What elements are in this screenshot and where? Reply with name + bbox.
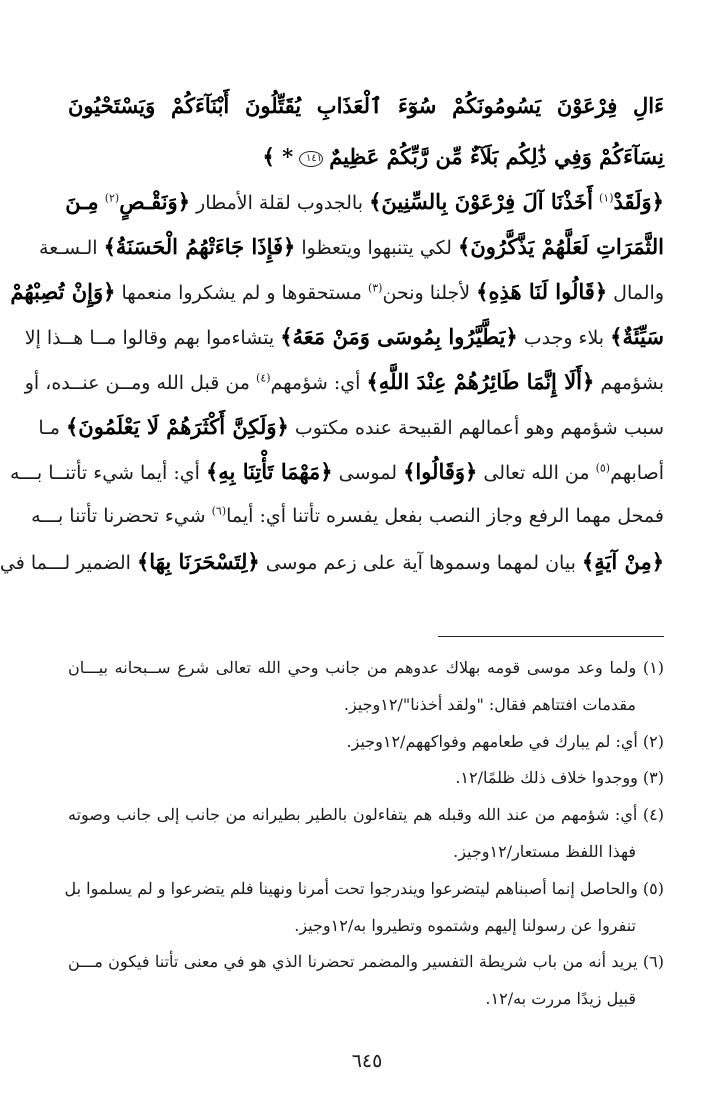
footnote-ref: (٥) [595,461,611,475]
commentary: بلاء وجدب [523,327,605,349]
footnote-ref: (٢) [104,191,120,205]
main-text [0,78,664,584]
commentary: بشؤمهم [600,372,664,394]
footnote-2: (٢) أي: لم يبارك في طعامهم وفواكههم/١٢وجيز. [346,731,664,751]
footnote-4-continued: فهذا اللفظ مستعار/١٢وجيز. [453,841,636,861]
footnotes [64,650,664,1018]
commentary: الـسـعة [39,237,98,259]
quran-verse: ﴿وَلَكِنَّ أَكْثَرَهُمْ لَا يَعْلَمُونَ﴾ [66,414,289,439]
commentary: بالجدوب لقلة الأمطار [196,192,364,214]
footnote-separator [438,636,664,637]
quran-verse: ﴿يَطَّيَّرُوا بِمُوسَى وَمَنْ مَعَهُ﴾ [280,324,518,349]
verse-end-mark: * ﴾ [262,144,294,169]
quran-verse: ﴿مِنْ آيَةٍ﴾ [581,549,664,574]
commentary: يتشاءموا بهم وقالوا مــا هــذا إلا [24,327,275,349]
quran-verse: ﴿قَالُوا لَنَا هَذِهِ﴾ [476,279,608,304]
text-line-10 [31,494,664,539]
quran-verse: نِسَآءَكُمْ وَفِي ذَٰلِكُم بَلَآءٌ مِّن رَّبِّكُمْ عَظِيمٌ [329,144,664,169]
commentary: بيان لمهما وسموها آية على زعم موسى [265,552,576,574]
commentary: من قبل الله ومــن عنــده، أو [24,372,250,394]
commentary: أي: أيما شيء تأتنــا بـــه [9,462,200,484]
text-line-1 [68,78,664,134]
quran-verse: ﴿وَلَقَدْ [613,189,664,214]
quran-verse: مِـنَ [65,189,99,214]
text-line-11 [0,539,664,584]
text-line-2 [68,134,664,179]
text-line-7 [24,359,664,404]
commentary: مستحقوها و لم يشكروا منعمها [121,282,362,304]
commentary: مـا [38,417,60,439]
quran-verse: ﴿وَإِنْ تُصِبْهُمْ [10,279,116,304]
text-line-5 [10,269,664,314]
quran-verse: ﴿وَنَقْـصٍ [119,189,190,214]
footnote-1-continued: مقدمات افتتاهم فقال: "ولقد أخذنا"/١٢وجيز. [343,694,636,714]
text-line-6 [24,314,664,359]
footnote-6-continued: قبيل زيدًا مررت به/١٢. [485,989,636,1009]
commentary: لكي يتنبهوا ويتعظوا [301,237,452,259]
text-line-9 [9,449,664,494]
quran-verse: ءَالِ فِرْعَوْنَ يَسُومُونَكُمْ سُوٓءَ ٱلْعَذَابِ يُقَتِّلُونَ أَبْنَآءَكُمْ وَيَسْتَحْيُونَ [68,93,664,118]
footnote-ref: (٦) [211,504,227,518]
page-number: ٦٤٥ [351,1050,383,1072]
commentary: أصابهم [610,462,664,484]
footnote-ref: (٣) [367,281,383,295]
footnote-4: (٤) أي: شؤمهم من عند الله وقبله هم يتفاءلون بالطير بطيرانه من جانب إلى جانب وصوته [68,805,664,825]
footnote-ref: (٤) [256,371,271,385]
footnote-6: (٦) يريد أنه من باب شريطة التفسير والمضمر تحضرنا الذي هو في معنى تأتنا فيكون مـــن [68,952,664,972]
text-line-8 [38,404,664,449]
commentary: أي: شؤمهم [270,372,361,394]
commentary: من الله تعالى [483,462,590,484]
commentary: فمحل مهما الرفع وجاز النصب بفعل يفسره تأتنا أي: أيما [226,505,664,527]
footnote-5: (٥) والحاصل إنما أصبناهم ليتضرعوا ويندرجوا تحت أمرنا ونهينا فلم يتضرعوا و لم يسلموا بل [64,878,664,898]
text-line-4 [39,224,664,269]
commentary: لموسى [338,462,398,484]
commentary: والمال [613,282,664,304]
quran-verse: أَخَذْنَا آلَ فِرْعَوْنَ بِالسِّنِينَ﴾ [369,189,593,214]
commentary: سبب شؤمهم وهو أعمالهم القبيحة عنده مكتوب [294,417,664,439]
text-line-3 [65,179,664,224]
commentary: الضمير لـــما في [0,552,131,574]
ayah-number-marker: ١٤١ [299,151,323,167]
quran-verse: ﴿فَإِذَا جَاءَتْهُمُ الْحَسَنَةُ﴾ [103,234,296,259]
footnote-5-continued: تنفروا عن رسولنا إليهم وشتموه وتطيروا به/١٢وجيز. [294,915,636,935]
footnote-3: (٣) ووجدوا خلاف ذلك ظلمًا/١٢. [455,768,664,788]
footnote-1: (١) ولما وعد موسى قومه بهلاك عدوهم من جانب وحي الله تعالى شرع ســبحانه بيـــان [68,658,664,677]
quran-verse: ﴿مَهْمَا تَأْتِنَا بِهِ﴾ [205,459,333,484]
quran-verse: سَيِّئَةٌ﴾ [610,324,664,349]
commentary: لأجلنا ونحن [382,282,471,304]
quran-verse: الثَّمَرَاتِ لَعَلَّهُمْ يَذَّكَّرُونَ﴾ [458,234,664,259]
commentary: شيء تحضرنا تأتنا بـــه [31,505,206,527]
quran-verse: ﴿لِتَسْحَرَنَا بِهَا﴾ [136,549,260,574]
quran-verse: ﴿أَلَا إِنَّمَا طَائِرُهُمْ عِنْدَ اللَّهِ﴾ [366,369,595,394]
footnote-ref: (١) [598,191,614,205]
quran-verse: ﴿وَقَالُوا﴾ [403,459,478,484]
